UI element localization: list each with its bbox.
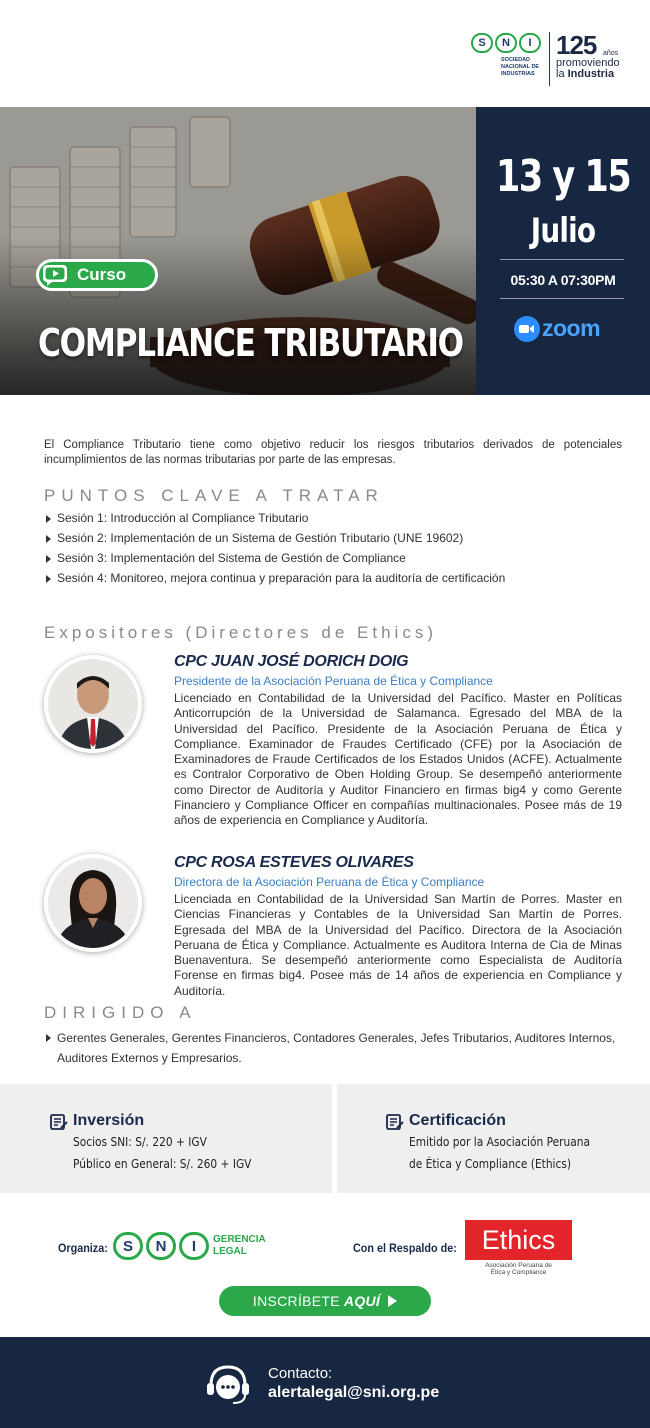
contact-email-link[interactable]: alertalegal@sni.org.pe	[268, 1384, 440, 1401]
gerencia-line: LEGAL	[213, 1246, 247, 1257]
list-item	[46, 571, 505, 591]
investment-box	[0, 1084, 332, 1193]
form-icon	[50, 1114, 68, 1130]
event-time: 05:30 A 07:30PM	[510, 272, 616, 288]
investment-members-price: Socios SNI: S/. 220 + IGV	[73, 1134, 207, 1149]
course-title: COMPLIANCE TRIBUTARIO	[38, 321, 463, 365]
divider	[500, 259, 624, 260]
footer	[0, 1337, 650, 1428]
certification-box	[337, 1084, 650, 1193]
register-label: INSCRÍBETE	[252, 1293, 340, 1309]
ethics-subtitle-line: Ética y Compliance	[490, 1269, 547, 1276]
certification-title: Certificación	[409, 1112, 506, 1129]
schedule-panel	[476, 107, 650, 395]
ethics-subtitle	[465, 1262, 572, 1276]
audience-heading: DIRIGIDO A	[44, 1003, 197, 1022]
bullet-arrow-icon	[46, 515, 51, 523]
key-points-heading: PUNTOS CLAVE A TRATAR	[44, 486, 384, 505]
list-item-text: Sesión 3: Implementación del Sistema de Gestión de Compliance	[57, 551, 406, 565]
gavel-coins-photo	[0, 107, 476, 395]
curso-label: Curso	[77, 265, 127, 284]
bullet-arrow-icon	[46, 555, 51, 563]
list-item-text: Sesión 4: Monitoreo, mejora continua y preparación para la auditoría de certificación	[57, 571, 506, 585]
bullet-arrow-icon	[46, 1034, 51, 1042]
speaker-role: Directora de la Asociación Peruana de Ética y Compliance	[174, 875, 485, 889]
divider	[500, 298, 624, 299]
sni-letter-i: I	[179, 1232, 209, 1260]
speaker-photo	[44, 854, 142, 952]
sni-letter-n: N	[146, 1232, 176, 1260]
sni-letter-s: S	[113, 1232, 143, 1260]
bullet-arrow-icon	[46, 535, 51, 543]
event-month: Julio	[530, 211, 596, 251]
play-arrow-icon	[388, 1295, 397, 1307]
speaker-name: CPC ROSA ESTEVES OLIVARES	[174, 854, 414, 871]
sni-logo-footer[interactable]	[113, 1232, 209, 1260]
headset-chat-icon	[203, 1359, 253, 1409]
anniversary-suffix: años	[603, 50, 619, 57]
sni-letter-s: S	[471, 33, 493, 53]
anniversary-prefix: la	[556, 68, 565, 80]
list-item	[46, 551, 505, 571]
certification-line1: Emitido por la Asociación Peruana	[409, 1134, 591, 1149]
contact-label: Contacto:	[268, 1365, 333, 1382]
speaker-card	[44, 854, 629, 998]
zoom-wordmark: zoom	[542, 315, 601, 341]
zoom-logo	[514, 315, 600, 342]
gerencia-legal-label	[213, 1234, 266, 1258]
top-header	[0, 0, 650, 107]
list-item-text: Sesión 1: Introducción al Compliance Tributario	[57, 511, 309, 525]
anniversary-number: 125	[556, 30, 597, 60]
course-description: El Compliance Tributario tiene como objetivo reducir los riesgos tributarios derivados de potenciales incumplimientos de las normas tributarias por parte de las empresas.	[44, 439, 622, 466]
ethics-subtitle-line: Asociación Peruana de	[485, 1262, 552, 1269]
curso-badge	[36, 259, 158, 291]
ethics-logo[interactable]: Ethics	[465, 1220, 572, 1260]
zoom-camera-icon	[514, 316, 540, 342]
hero-banner	[0, 107, 650, 395]
list-item	[46, 531, 505, 551]
sni-letter-i: I	[519, 33, 541, 53]
certification-line2: de Ética y Compliance (Ethics)	[409, 1156, 572, 1171]
speaker-bio: Licenciado en Contabilidad de la Universidad del Pacífico. Master en Políticas Anticorrupción de la Universidad de Salamanca. Egresado del MBA de la Universidad del Pacífico. Presidente de la Asociación Peruana de Ética y Compliance. Examinador de Fraudes Certificado (CFE) por la Asociación de Examinadores de Fraude Certificados de los Estados Unidos (ACFE). Actualmente es Contralor Corporativo de Oben Holding Group. Se desempeñó anteriormente como Director de Auditoría y Auditor Financiero en firmas big4 y como Gerente Financiero y Compliance Officer en compañías multinacionales. Posee más de 19 años de experiencia en Compliance y Auditoría.	[174, 691, 622, 828]
sni-subtitle-line: SOCIEDAD	[501, 57, 531, 63]
gerencia-line: GERENCIA	[213, 1234, 266, 1245]
sni-subtitle-line: INDUSTRIAS	[501, 71, 535, 77]
sni-letter-n: N	[495, 33, 517, 53]
bullet-arrow-icon	[46, 575, 51, 583]
speakers-heading: Expositores (Directores de Ethics)	[44, 623, 437, 642]
video-course-icon	[41, 263, 71, 287]
organiza-label: Organiza:	[58, 1241, 108, 1255]
form-icon	[386, 1114, 404, 1130]
anniversary-line1: promoviendo	[556, 57, 620, 69]
event-dates: 13 y 15	[495, 151, 631, 202]
investment-title: Inversión	[73, 1112, 145, 1129]
speaker-role: Presidente de la Asociación Peruana de Ética y Compliance	[174, 674, 493, 688]
sni-subtitle-line: NACIONAL DE	[501, 64, 540, 70]
man-portrait-icon	[48, 659, 138, 749]
woman-portrait-icon	[48, 858, 138, 948]
audience-text: Gerentes Generales, Gerentes Financieros, Contadores Generales, Jefes Tributarios, Auditores Internos, Auditores Externos y Empresarios.	[57, 1031, 616, 1065]
sni-subtitle	[501, 57, 551, 78]
header-divider	[549, 32, 550, 86]
sni-logo[interactable]	[471, 33, 551, 78]
speaker-card	[44, 653, 629, 833]
speaker-name: CPC JUAN JOSÉ DORICH DOIG	[174, 653, 409, 670]
respaldo-label: Con el Respaldo de:	[353, 1241, 457, 1255]
speaker-bio: Licenciada en Contabilidad de la Universidad San Martín de Porres. Master en Ciencias Financieras y Contables de la Universidad San Martín de Porres. Egresada del MBA de la Universidad del Pacífico. Directora de la Asociación Peruana de Ética y Compliance. Actualmente es Auditora Interna de Cia de Minas Buenaventura. Se desempeñó anteriormente como Especialista de Auditoría Forense en firmas big4. Posee más de 14 años de experiencia en Compliance y Auditoría.	[174, 892, 622, 998]
anniversary-badge	[556, 32, 620, 80]
key-points-list	[46, 511, 505, 591]
speaker-photo	[44, 655, 142, 753]
list-item	[46, 511, 505, 531]
investment-public-price: Público en General: S/. 260 + IGV	[73, 1156, 252, 1171]
audience-list	[46, 1028, 626, 1068]
register-button[interactable]	[219, 1286, 431, 1316]
register-label-bold: AQUÍ	[343, 1293, 381, 1309]
anniversary-line2	[556, 69, 620, 80]
anniversary-bold: Industria	[567, 68, 615, 80]
list-item-text: Sesión 2: Implementación de un Sistema de Gestión Tributario (UNE 19602)	[57, 531, 464, 545]
